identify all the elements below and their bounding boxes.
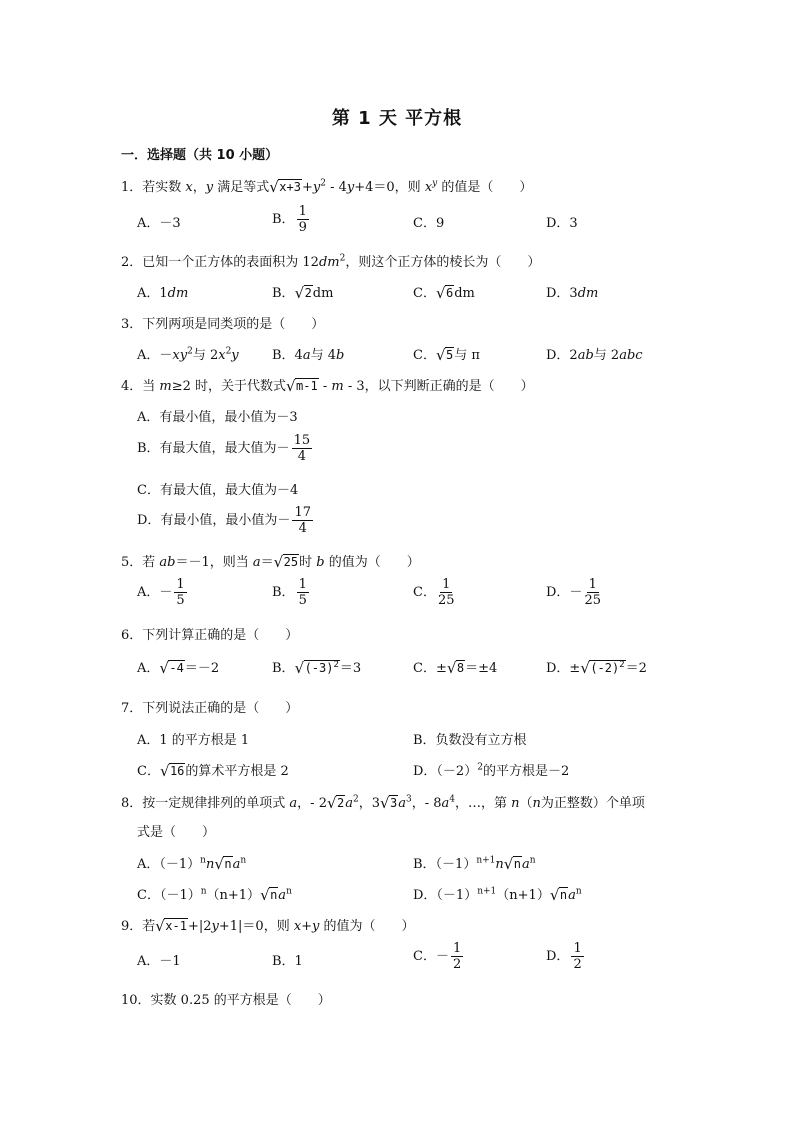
fraction: $\frac{17}{4}$ (294, 505, 311, 536)
radical: √ n (260, 886, 278, 904)
q3-option-b[interactable]: B．4a与 4b (272, 348, 345, 363)
fraction: $\frac{1}{5}$ (298, 577, 307, 608)
radical: √ 25 (273, 553, 299, 571)
question-7: 7．下列说法正确的是（ ） (121, 701, 299, 716)
fraction: $\frac{1}{25}$ (437, 577, 455, 608)
q4-option-a[interactable]: A．有最小值，最小值为－3 (137, 410, 298, 425)
question-10: 10．实数 0.25 的平方根是（ ） (121, 993, 331, 1008)
q5-option-c[interactable]: C． $\frac{1}{25}$ (413, 577, 455, 608)
q7-option-a[interactable]: A．1 的平方根是 1 (137, 733, 250, 748)
q1-text: ， (192, 180, 206, 195)
question-3: 3．下列两项是同类项的是（ ） (121, 317, 325, 332)
question-9: 9．若 √ x-1+|2y+1|＝0，则 x+y 的值为（ ） (121, 917, 415, 935)
q8-option-a[interactable]: A．$(-1)^nn$ √ $na^n$ (137, 855, 247, 873)
q1-var: x (185, 180, 193, 195)
q4-option-c[interactable]: C．有最大值，最大值为－4 (137, 483, 299, 498)
question-6: 6．下列计算正确的是（ ） (121, 628, 299, 643)
q1-var: y (346, 180, 355, 195)
q3-option-d[interactable]: D．2ab与 2abc (546, 348, 643, 363)
radical: √ $(-2)^2$ (580, 659, 625, 677)
q4-option-b[interactable]: B．有最大值，最大值为－ $\frac{15}{4}$ (137, 433, 311, 464)
radical: √ -4 (159, 659, 184, 677)
q1-text: +4＝0，则 (354, 180, 425, 195)
q1-text: 1．若实数 (121, 180, 186, 195)
q7-option-b[interactable]: B．负数没有立方根 (413, 733, 527, 748)
question-2: 2．已知一个正方体的表面积为 $12dm^2$，则这个正方体的棱长为（ ） (121, 253, 541, 270)
q8-option-c[interactable]: C．$(-1)^n(n+1)$ √ $na^n$ (137, 886, 292, 904)
q5-option-b[interactable]: B． $\frac{1}{5}$ (272, 577, 307, 608)
radical: √ 5 (435, 346, 454, 364)
fraction: $\frac{15}{4}$ (293, 433, 311, 464)
q8-option-d[interactable]: D．$(-1)^{n+1}(n+1)$ √ $na^n$ (413, 886, 582, 904)
page-title: 第 1 天 平方根 (331, 108, 463, 129)
q9-option-d[interactable]: D． $\frac{1}{2}$ (546, 941, 582, 972)
q7-option-c[interactable]: C． √ 16的算术平方根是 2 (137, 762, 289, 780)
radical: √ 3 (379, 794, 398, 812)
q9-option-b[interactable]: B．1 (272, 954, 303, 969)
q8-option-b[interactable]: B．$(-1)^{n+1}n$ √ $na^n$ (413, 855, 536, 873)
radical: √ x+3 (269, 178, 301, 196)
question-4: 4．当 m≥2 时，关于代数式 √ m-1 - m - 3，以下判断正确的是（ ） (121, 377, 534, 395)
q6-option-b[interactable]: B． √ $(-3)^2=3$ (272, 659, 362, 677)
q2-option-a[interactable]: A．1dm (137, 286, 189, 301)
radical: √ 16 (159, 762, 185, 780)
question-5: 5．若 ab＝－1，则当 a＝ √ 25时 b 的值为（ ） (121, 553, 420, 571)
radical: √ 6 (435, 284, 454, 302)
radical: √ $(-3)^2$ (294, 659, 339, 677)
q1-option-c[interactable]: C．9 (413, 216, 445, 231)
section-heading: 一．选择题（共 10 小题） (121, 148, 279, 163)
q9-option-a[interactable]: A．－1 (137, 954, 181, 969)
fraction: $\frac{1}{25}$ (584, 577, 601, 608)
q1-text: - 4 (325, 180, 347, 195)
q4-option-d[interactable]: D．有最小值，最小值为－ $\frac{17}{4}$ (137, 505, 311, 536)
q3-option-a[interactable]: A．$-xy^2$与 $2x^2y$ (137, 346, 239, 363)
q1-sup: 2 (320, 178, 326, 189)
radical: √ m-1 (286, 377, 318, 395)
radical: √ n (214, 855, 232, 873)
q1-option-b[interactable]: B． $\frac{1}{9}$ (272, 204, 307, 235)
q6-option-c[interactable]: C．± √ 8＝±4 (413, 659, 498, 677)
question-1 (121, 176, 532, 195)
q1-var: y (205, 180, 214, 195)
q1-var: y (312, 180, 321, 195)
radical: √ n (503, 855, 522, 873)
q1-sup: y (432, 178, 438, 189)
radical: √ x-1 (155, 917, 187, 935)
radical: √ 8 (446, 659, 465, 677)
question-8-line2: 式是（ ） (137, 825, 216, 840)
fraction: $\frac{1}{2}$ (452, 941, 462, 972)
q1-text: 的值是（ ） (437, 180, 533, 195)
q2-option-d[interactable]: D．3dm (546, 286, 599, 301)
q6-option-a[interactable]: A． √ -4＝－2 (137, 659, 220, 677)
q1-text: 满足等式 (213, 180, 270, 195)
fraction: $\frac{1}{9}$ (298, 204, 307, 235)
q9-option-c[interactable]: C．－ $\frac{1}{2}$ (413, 941, 462, 972)
question-8: 8．按一定规律排列的单项式 a，- 2 √ $2a^2$，3 √ $3a^3$，- $8a^4$，…，第 n（n为正整数）个单项 (121, 794, 645, 812)
q7-option-d[interactable]: D．$(-2)^2$的平方根是－2 (413, 762, 570, 779)
fraction: $\frac{1}{2}$ (573, 941, 582, 972)
q1-text: + (301, 180, 313, 195)
q2-option-b[interactable]: B． √ 2dm (272, 284, 334, 302)
q5-option-d[interactable]: D．－ $\frac{1}{25}$ (546, 577, 601, 608)
q1-option-a[interactable]: A．－3 (137, 216, 181, 231)
q2-option-c[interactable]: C． √ 6dm (413, 284, 475, 302)
q6-option-d[interactable]: D．± √ $(-2)^2=2$ (546, 659, 647, 677)
fraction: $\frac{1}{5}$ (176, 577, 185, 608)
q5-option-a[interactable]: A．－ $\frac{1}{5}$ (137, 577, 185, 608)
q1-var: x (424, 180, 433, 195)
radical: √ 2 (294, 284, 312, 302)
q3-option-c[interactable]: C． √ 5与 π (413, 346, 480, 364)
radical: √ n (549, 886, 568, 904)
radical: √ 2 (326, 794, 345, 812)
q1-option-d[interactable]: D．3 (546, 216, 578, 231)
